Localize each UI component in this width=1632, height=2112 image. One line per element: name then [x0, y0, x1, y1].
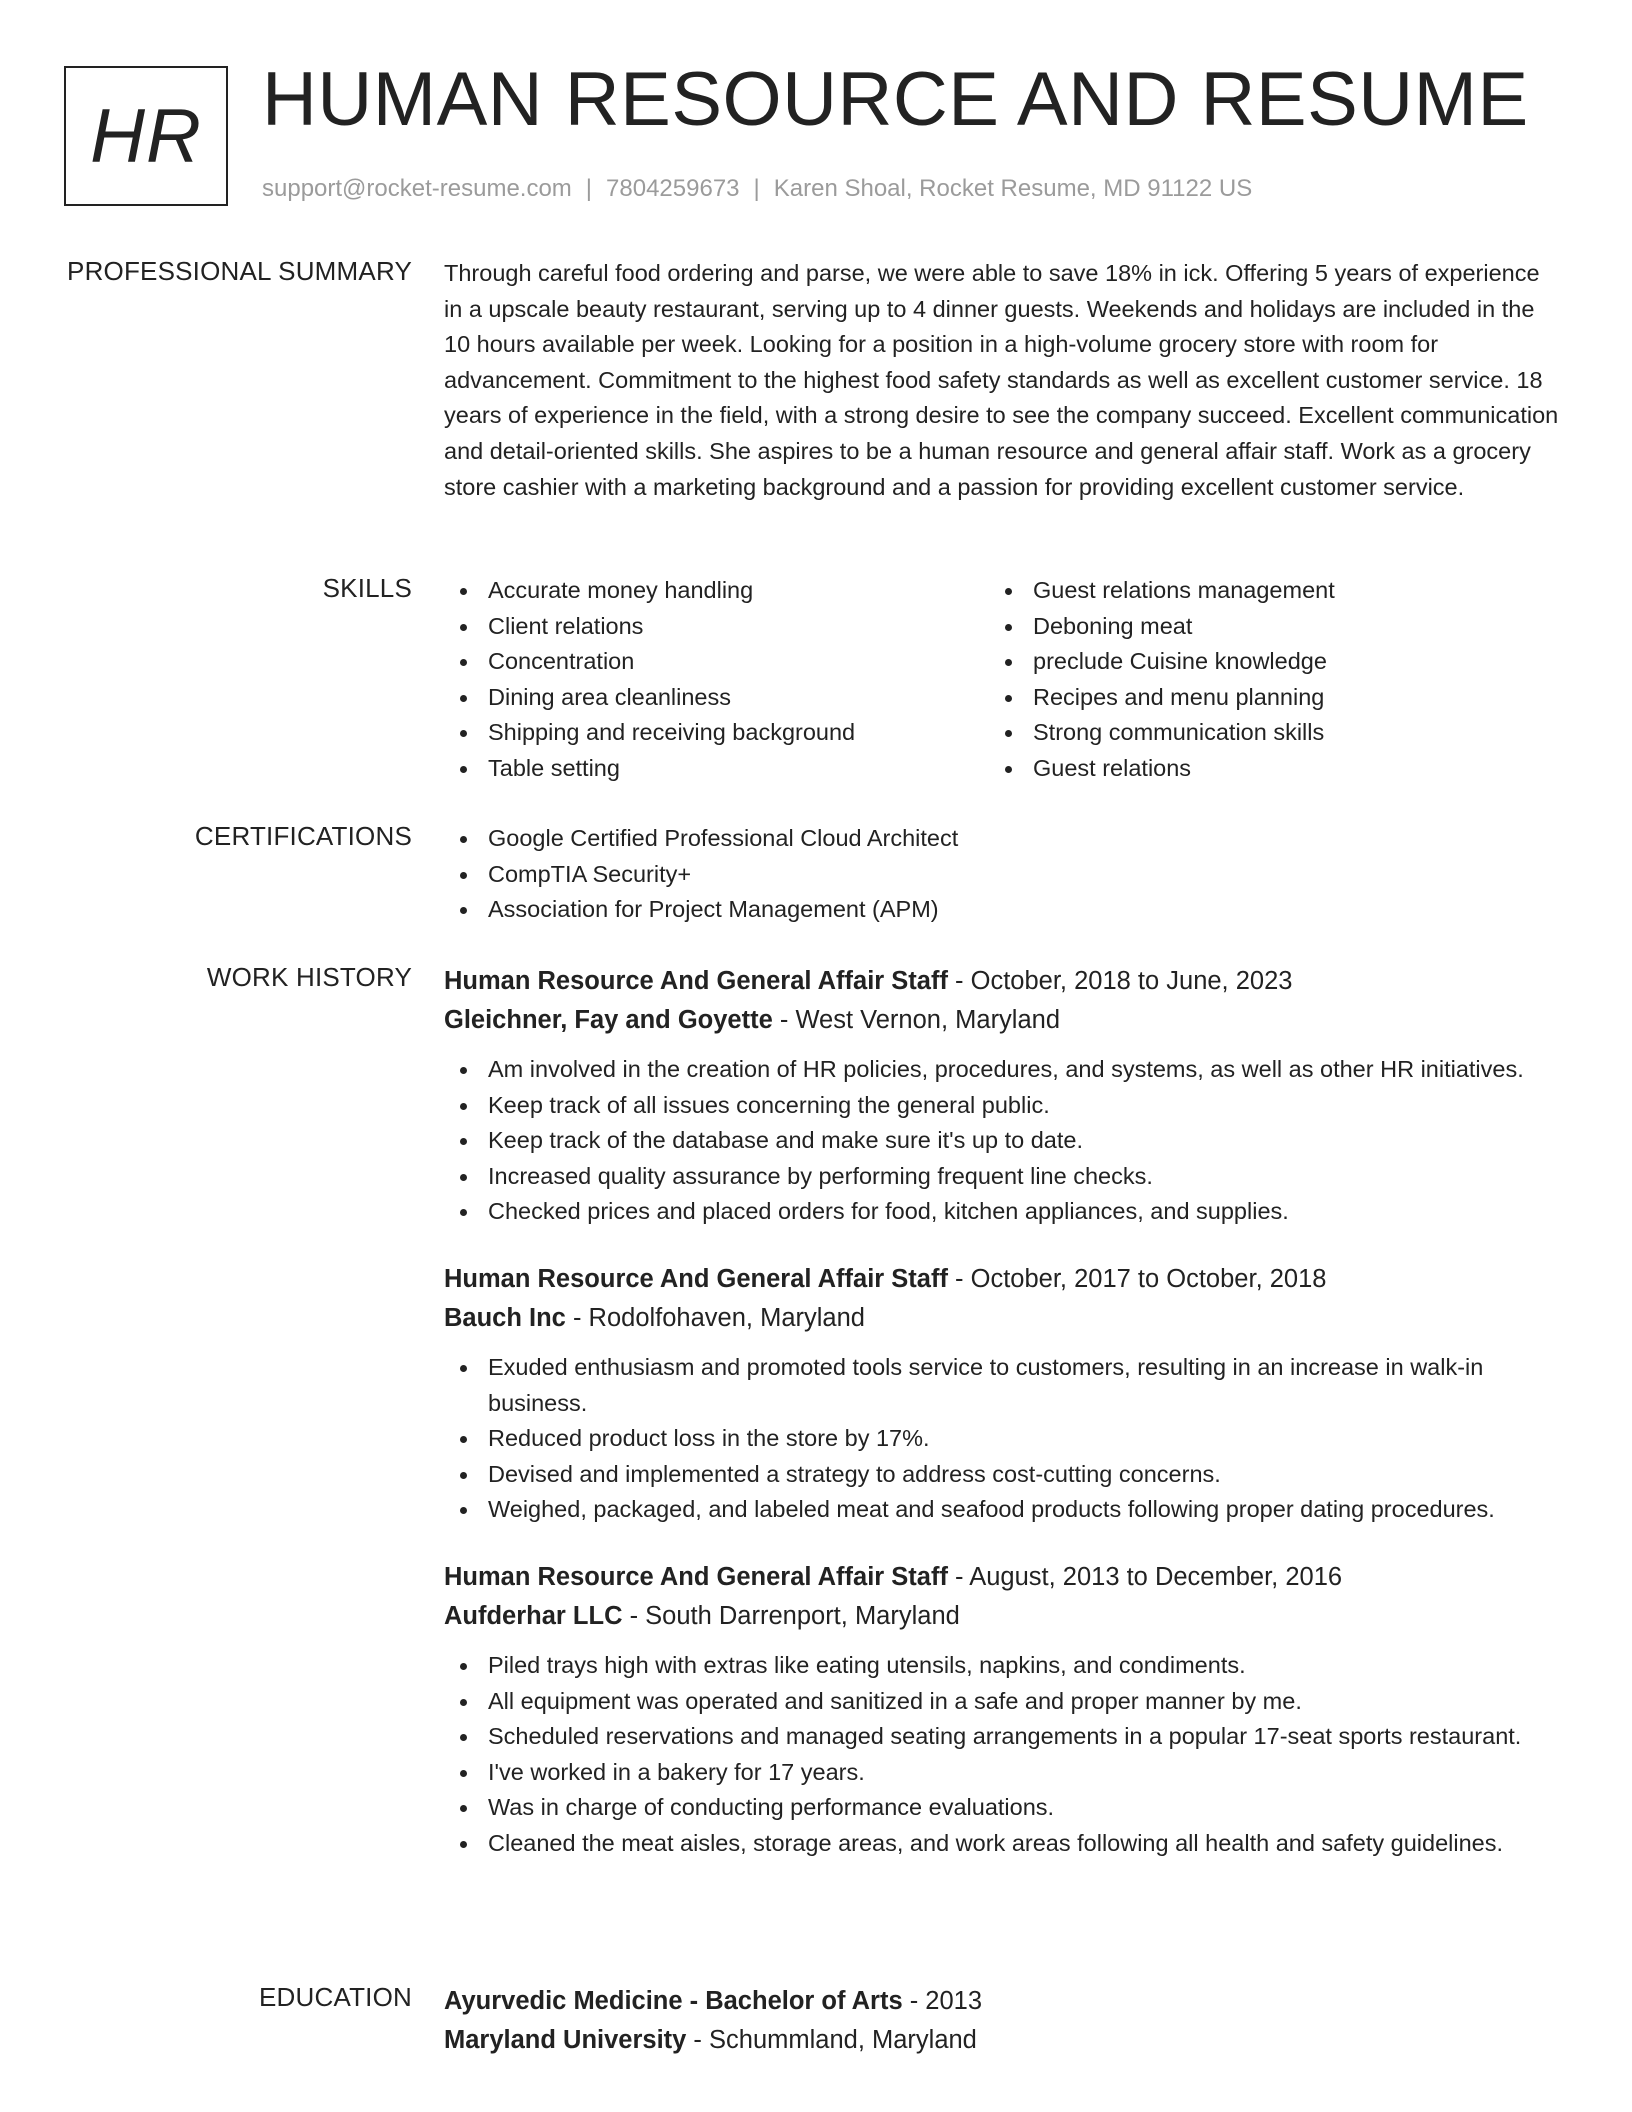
monogram-text: HR: [90, 93, 202, 179]
education-year: - 2013: [902, 1987, 983, 2015]
job-duty: Cleaned the meat aisles, storage areas, and work areas following all health and safety guidelines.: [444, 1826, 1564, 1862]
skill-item: preclude Cuisine knowledge: [989, 644, 1534, 680]
job-duty: Reduced product loss in the store by 17%.: [444, 1421, 1564, 1457]
job-title-line: [444, 1260, 1564, 1299]
skill-item: Shipping and receiving background: [444, 715, 989, 751]
education-degree: Ayurvedic Medicine - Bachelor of Arts: [444, 1987, 903, 2015]
job-duty: Scheduled reservations and managed seating arrangements in a popular 17-seat sports restaurant.: [444, 1719, 1564, 1755]
job-duty: Am involved in the creation of HR policies, procedures, and systems, as well as other HR initiatives.: [444, 1052, 1564, 1088]
certification-item: Association for Project Management (APM): [444, 892, 1564, 928]
job-entry: [444, 1260, 1564, 1528]
job-duty: Increased quality assurance by performing frequent line checks.: [444, 1159, 1564, 1195]
job-title-line: [444, 962, 1564, 1001]
job-duty: Devised and implemented a strategy to address cost-cutting concerns.: [444, 1457, 1564, 1493]
certifications-list: [444, 821, 1564, 928]
monogram-logo: [64, 66, 228, 206]
job-duty: Weighed, packaged, and labeled meat and seafood products following proper dating procedures.: [444, 1492, 1564, 1528]
job-company-line: [444, 1597, 1564, 1636]
job-duty: Keep track of all issues concerning the general public.: [444, 1088, 1564, 1124]
job-duty: Piled trays high with extras like eating utensils, napkins, and condiments.: [444, 1648, 1564, 1684]
job-company-line: [444, 1299, 1564, 1338]
education-school-line: [444, 2021, 1564, 2060]
job-duties: [444, 1350, 1564, 1528]
skill-item: Deboning meat: [989, 609, 1534, 645]
job-duty: Exuded enthusiasm and promoted tools service to customers, resulting in an increase in walk-in business.: [444, 1350, 1564, 1421]
contact-email[interactable]: support@rocket-resume.com: [262, 175, 572, 202]
summary-body: [444, 256, 1564, 505]
job-company: Gleichner, Fay and Goyette: [444, 1006, 773, 1034]
job-title: Human Resource And General Affair Staff: [444, 1562, 948, 1591]
contact-phone[interactable]: 7804259673: [606, 175, 740, 202]
skills-list-left: [444, 573, 989, 787]
job-company-line: [444, 1001, 1564, 1040]
job-entry: [444, 962, 1564, 1230]
section-heading: SKILLS: [322, 573, 412, 603]
job-location: - Rodolfohaven, Maryland: [565, 1303, 865, 1332]
section-heading: EDUCATION: [259, 1982, 412, 2012]
job-duty: I've worked in a bakery for 17 years.: [444, 1755, 1564, 1791]
job-duties: [444, 1648, 1564, 1862]
summary-text: Through careful food ordering and parse, we were able to save 18% in ick. Offering 5 years of experience in a upscale beauty restaurant, serving up to 4 dinner guests. Weekends and holidays are included in the 10 hours available per week. Looking for a position in a high-volume grocery store with room for advancement. Commitment to the highest food safety standards as well as excellent customer service. 18 years of experience in the field, with a strong desire to see the company succeed. Excellent communication and detail-oriented skills. She aspires to be a human resource and general affair staff. Work as a grocery store cashier with a marketing background and a passion for providing excellent customer service.: [444, 260, 1559, 500]
certifications-body: [444, 821, 1564, 928]
education-school: Maryland University: [444, 2026, 687, 2054]
certification-item: Google Certified Professional Cloud Architect: [444, 821, 1564, 857]
job-title-line: [444, 1558, 1564, 1597]
skill-item: Guest relations: [989, 751, 1534, 787]
section-heading: PROFESSIONAL SUMMARY: [67, 256, 412, 286]
contact-address: Karen Shoal, Rocket Resume, MD 91122 US: [773, 175, 1253, 202]
skill-item: Recipes and menu planning: [989, 680, 1534, 716]
job-dates: - October, 2018 to June, 2023: [947, 967, 1293, 995]
job-dates: - October, 2017 to October, 2018: [947, 1264, 1327, 1293]
job-duty: Was in charge of conducting performance evaluations.: [444, 1790, 1564, 1826]
job-location: - West Vernon, Maryland: [772, 1006, 1061, 1034]
skills-list-right: [989, 573, 1534, 787]
skill-item: Dining area cleanliness: [444, 680, 989, 716]
contact-separator: |: [753, 175, 760, 202]
section-heading: WORK HISTORY: [206, 962, 412, 992]
job-location: - South Darrenport, Maryland: [622, 1601, 960, 1630]
job-title: Human Resource And General Affair Staff: [444, 1264, 948, 1293]
job-company: Bauch Inc: [444, 1303, 566, 1332]
certification-item: CompTIA Security+: [444, 857, 1564, 893]
job-title: Human Resource And General Affair Staff: [444, 967, 948, 995]
education-body: [444, 1982, 1564, 2060]
job-duty: All equipment was operated and sanitized in a safe and proper manner by me.: [444, 1684, 1564, 1720]
job-duty: Keep track of the database and make sure it's up to date.: [444, 1123, 1564, 1159]
skills-grid: [444, 573, 1564, 787]
job-entry: [444, 1558, 1564, 1862]
skill-item: Concentration: [444, 644, 989, 680]
education-location: - Schummland, Maryland: [686, 2026, 977, 2054]
work-history-body: [444, 962, 1564, 1892]
page-title: HUMAN RESOURCE AND RESUME: [262, 57, 1529, 142]
job-duty: Checked prices and placed orders for food, kitchen appliances, and supplies.: [444, 1194, 1564, 1230]
education-degree-line: [444, 1982, 1564, 2021]
job-company: Aufderhar LLC: [444, 1601, 623, 1630]
contact-line: [262, 175, 1252, 203]
skill-item: Guest relations management: [989, 573, 1534, 609]
contact-separator: |: [585, 175, 593, 202]
skill-item: Client relations: [444, 609, 989, 645]
skill-item: Table setting: [444, 751, 989, 787]
skill-item: Strong communication skills: [989, 715, 1534, 751]
skill-item: Accurate money handling: [444, 573, 989, 609]
section-heading: CERTIFICATIONS: [194, 821, 412, 851]
job-dates: - August, 2013 to December, 2016: [947, 1562, 1343, 1591]
job-duties: [444, 1052, 1564, 1230]
